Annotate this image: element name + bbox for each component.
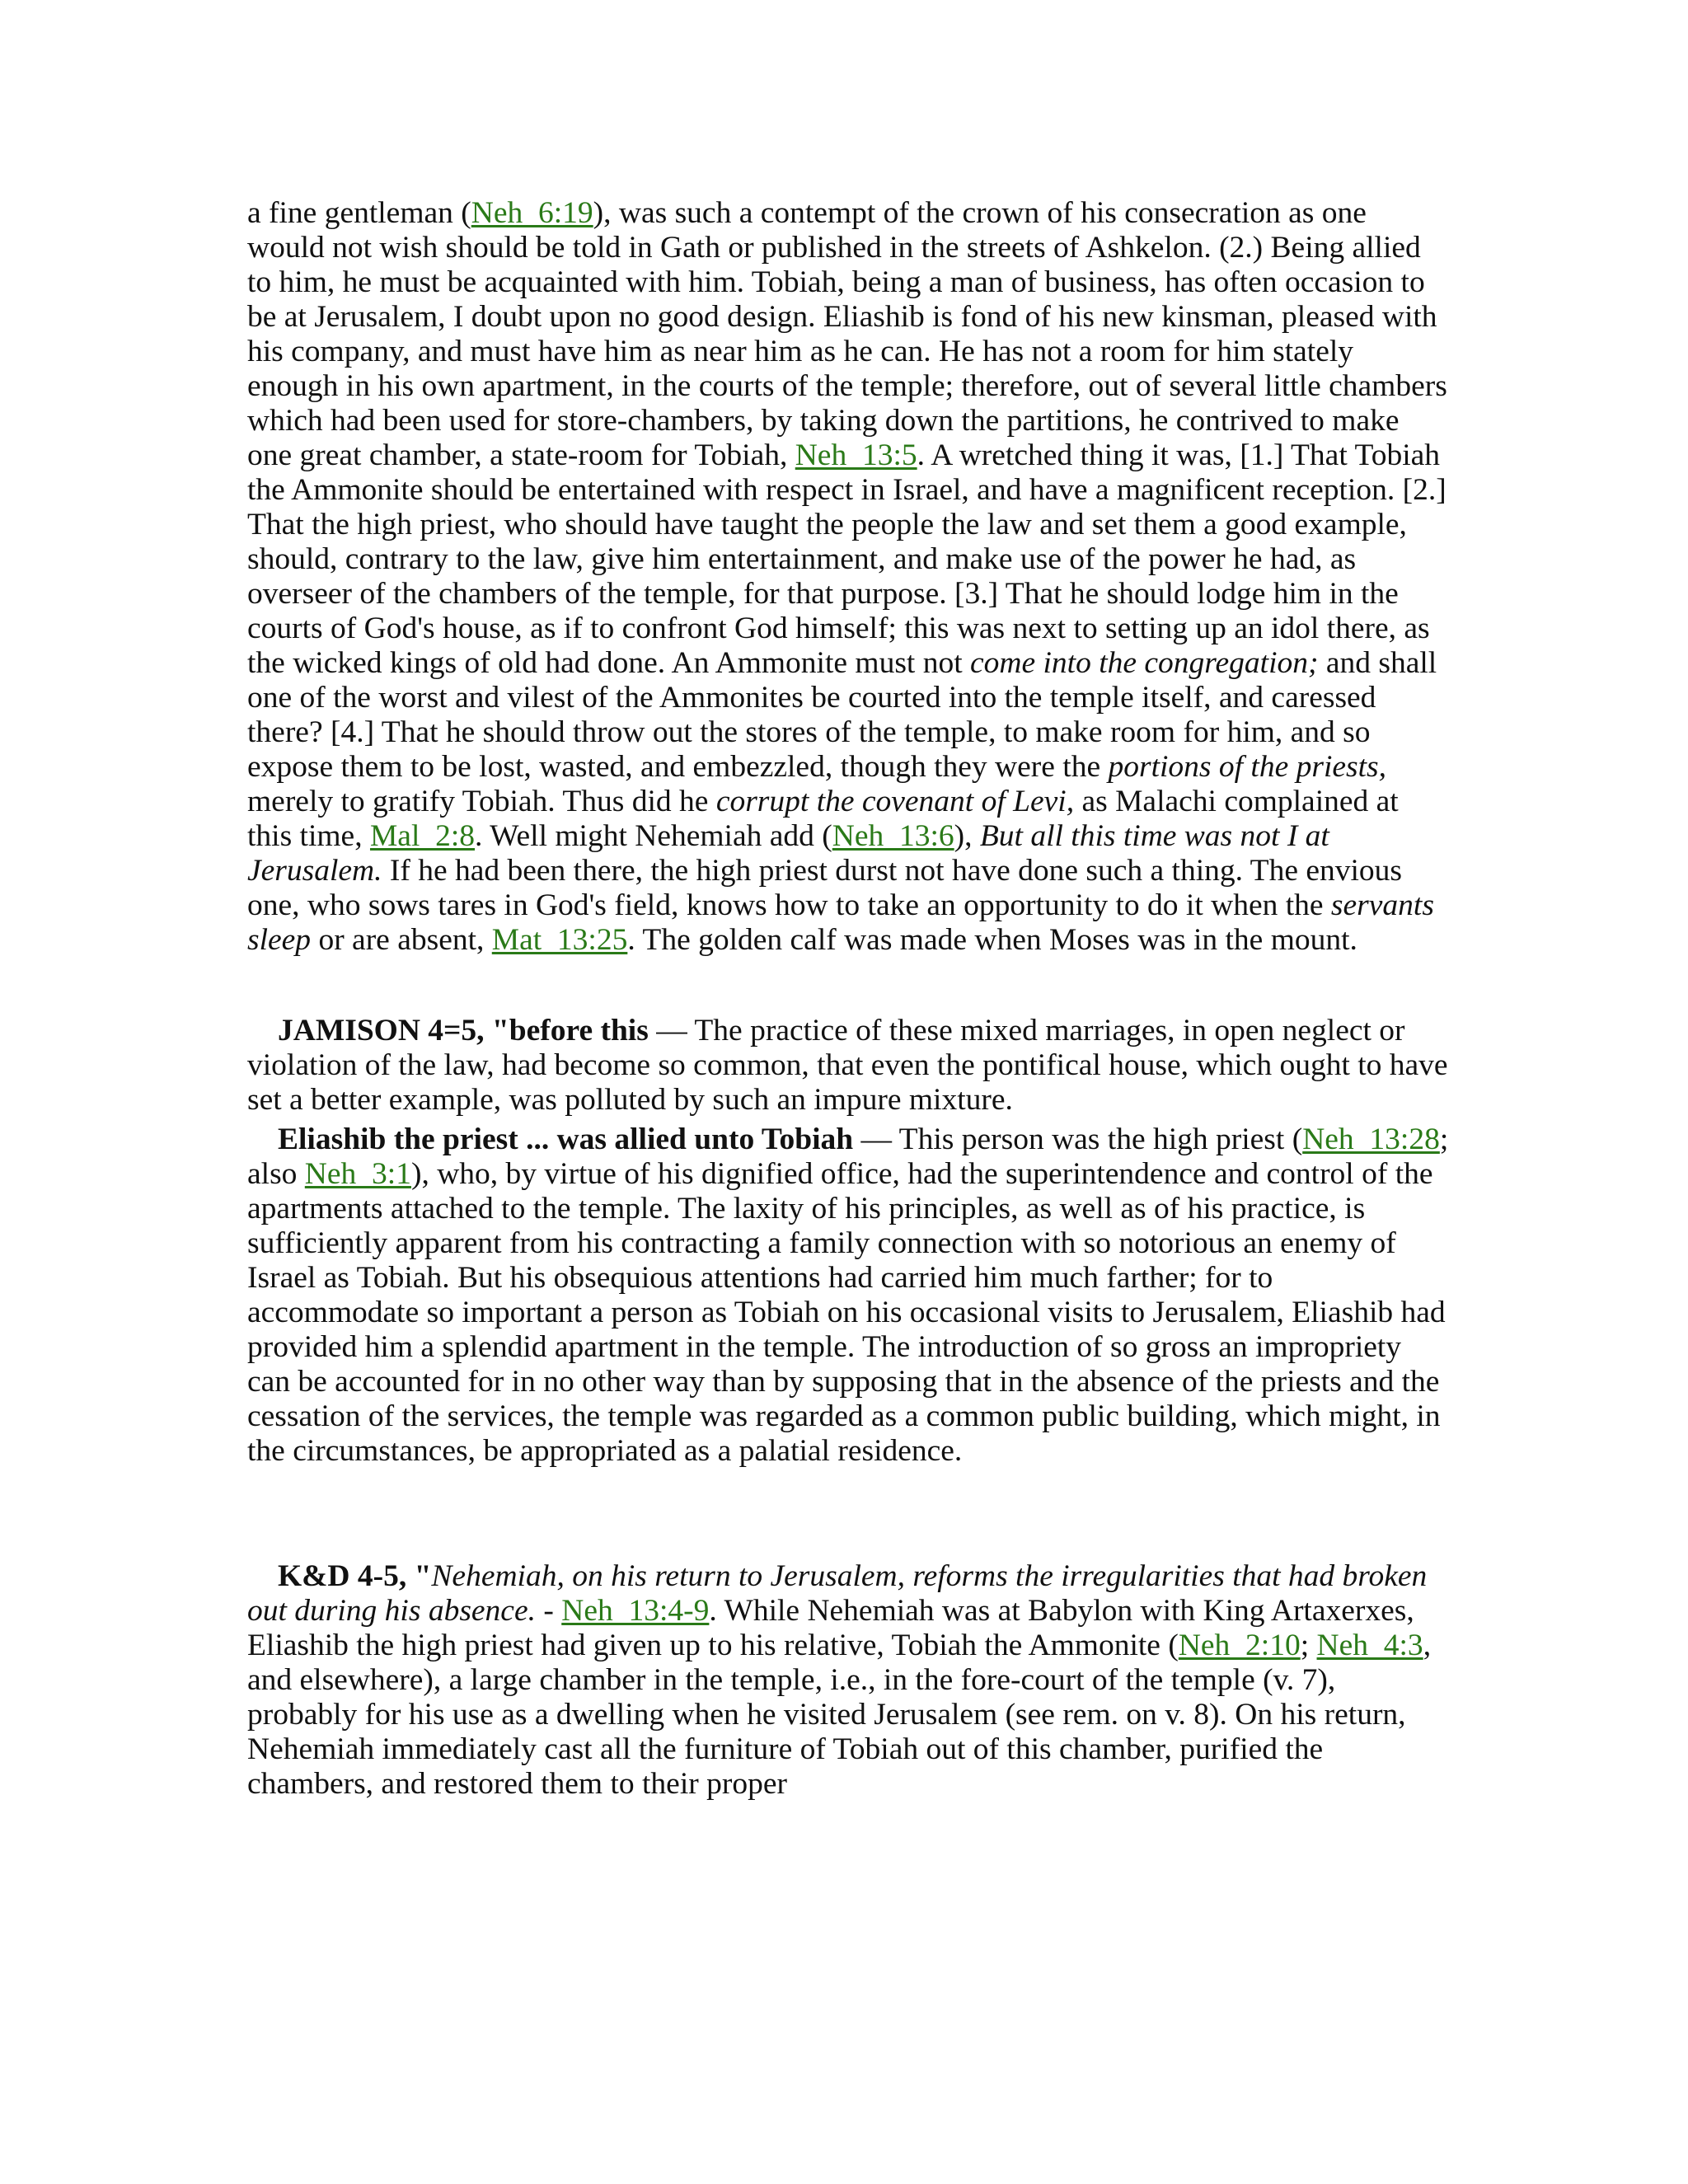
body-text: or are absent, xyxy=(311,923,492,957)
italic-text: portions of the priests, xyxy=(1108,750,1387,784)
scripture-reference-link[interactable]: Neh_6:19 xyxy=(471,196,593,230)
body-text: . While Nehemiah was at Babylon with King Artaxerxes, Eliashib the high priest had given up to his relative, Tobiah the Ammonite ( xyxy=(247,1594,1414,1662)
kd-commentary-paragraph xyxy=(247,1559,1451,1802)
scripture-reference-link[interactable]: Neh_3:1 xyxy=(304,1157,411,1191)
italic-text: But all this time was not I at Jerusalem. xyxy=(247,819,1329,888)
body-text: — The practice of these mixed marriages, in open neglect or violation of the law, had become so common, that even the pontifical house, which ought to have set a better example, was polluted by such an impure mixture. xyxy=(247,1014,1448,1117)
body-text: ; xyxy=(1300,1629,1317,1662)
scripture-reference-link[interactable]: Neh_13:6 xyxy=(832,819,954,853)
document-page xyxy=(247,196,1451,1802)
body-text: . A wretched thing it was, [1.] That Tobiah the Ammonite should be entertained with respect in Israel, and have a magnificent reception. [2.] That the high priest, who should have taught the people the law and set them a good example, should, contrary to the law, give him entertainment, and make use of the power he had, as overseer of the chambers of the temple, for that purpose. [3.] That he should lodge him in the courts of God's house, as if to confront God himself; this was next to setting up an idol there, as the wicked kings of old had done. An Ammonite must not xyxy=(247,438,1447,680)
body-text: ), xyxy=(954,819,980,853)
scripture-reference-link[interactable]: Neh_13:5 xyxy=(795,438,917,472)
scripture-reference-link[interactable]: Neh_2:10 xyxy=(1178,1629,1301,1662)
body-text: . Well might Nehemiah add ( xyxy=(475,819,832,853)
scripture-reference-link[interactable]: Mal_2:8 xyxy=(369,819,476,853)
body-text: merely to gratify Tobiah. Thus did he xyxy=(247,785,716,818)
jamison-eliashib-paragraph xyxy=(247,1122,1451,1469)
scripture-reference-link[interactable]: Neh_13:28 xyxy=(1302,1122,1440,1156)
body-text: If he had been there, the high priest durst not have done such a thing. The envious one, who sows tares in God's field, knows how to take an opportunity to do it when the xyxy=(247,854,1403,922)
italic-text: servants sleep xyxy=(247,888,1434,957)
henry-commentary-paragraph xyxy=(247,196,1451,958)
bold-heading-text: K&D 4-5, " xyxy=(278,1559,432,1593)
scripture-reference-link[interactable]: Neh_13:4-9 xyxy=(561,1594,710,1628)
italic-text: come into the congregation; xyxy=(970,646,1319,680)
body-text: as Malachi complained at this time, xyxy=(247,785,1399,853)
italic-text: corrupt the covenant of Levi, xyxy=(715,785,1075,818)
bold-heading-text: JAMISON 4=5, "before this xyxy=(278,1014,649,1047)
italic-text: Nehemiah, on his return to Jerusalem, reforms the irregularities that had broken out during his absence. xyxy=(247,1559,1428,1628)
body-text: , and elsewhere), a large chamber in the temple, i.e., in the fore-court of the temple (v. 7), probably for his use as a dwelling when he visited Jerusalem (see rem. on v. 8). On his return, Nehemiah immediately cast all the furniture of Tobiah out of this chamber, purified the chambers, and restored them to their proper xyxy=(247,1629,1432,1801)
body-text: and shall one of the worst and vilest of the Ammonites be courted into the temple itself, and caressed there? [4.] That he should throw out the stores of the temple, to make room for him, and so expose them to be lost, wasted, and embezzled, though they were the xyxy=(247,646,1437,784)
scripture-reference-link[interactable]: Mat_13:25 xyxy=(491,923,628,957)
body-text: ), was such a contempt of the crown of his consecration as one would not wish should be told in Gath or published in the streets of Ashkelon. (2.) Being allied to him, he must be acquainted with him. Tobiah, being a man of business, has often occasion to be at Jerusalem, I doubt upon no good design. Eliashib is fond of his new kinsman, pleased with his company, and must have him as near him as he can. He has not a room for him stately enough in his own apartment, in the courts of the temple; therefore, out of several little chambers which had been used for store-chambers, by taking down the partitions, he contrived to make one great chamber, a state-room for Tobiah, xyxy=(247,196,1447,472)
bold-heading-text: Eliashib the priest ... was allied unto Tobiah xyxy=(278,1122,854,1156)
body-text: . The golden calf was made when Moses was in the mount. xyxy=(627,923,1357,957)
body-text: — This person was the high priest ( xyxy=(853,1122,1303,1156)
body-text: ; also xyxy=(247,1122,1449,1191)
scripture-reference-link[interactable]: Neh_4:3 xyxy=(1316,1629,1423,1662)
body-text: - xyxy=(535,1594,562,1628)
jamison-before-this-paragraph xyxy=(247,1014,1451,1118)
body-text: ), who, by virtue of his dignified office, had the superintendence and control of the apartments attached to the temple. The laxity of his principles, as well as of his practice, is sufficiently apparent from his contracting a family connection with so notorious an enemy of Israel as Tobiah. But his obsequious attentions had carried him much farther; for to accommodate so important a person as Tobiah on his occasional visits to Jerusalem, Eliashib had provided him a splendid apartment in the temple. The introduction of so gross an impropriety can be accounted for in no other way than by supposing that in the absence of the priests and the cessation of the services, the temple was regarded as a common public building, which might, in the circumstances, be appropriated as a palatial residence. xyxy=(247,1157,1446,1468)
body-text: a fine gentleman ( xyxy=(247,196,471,230)
